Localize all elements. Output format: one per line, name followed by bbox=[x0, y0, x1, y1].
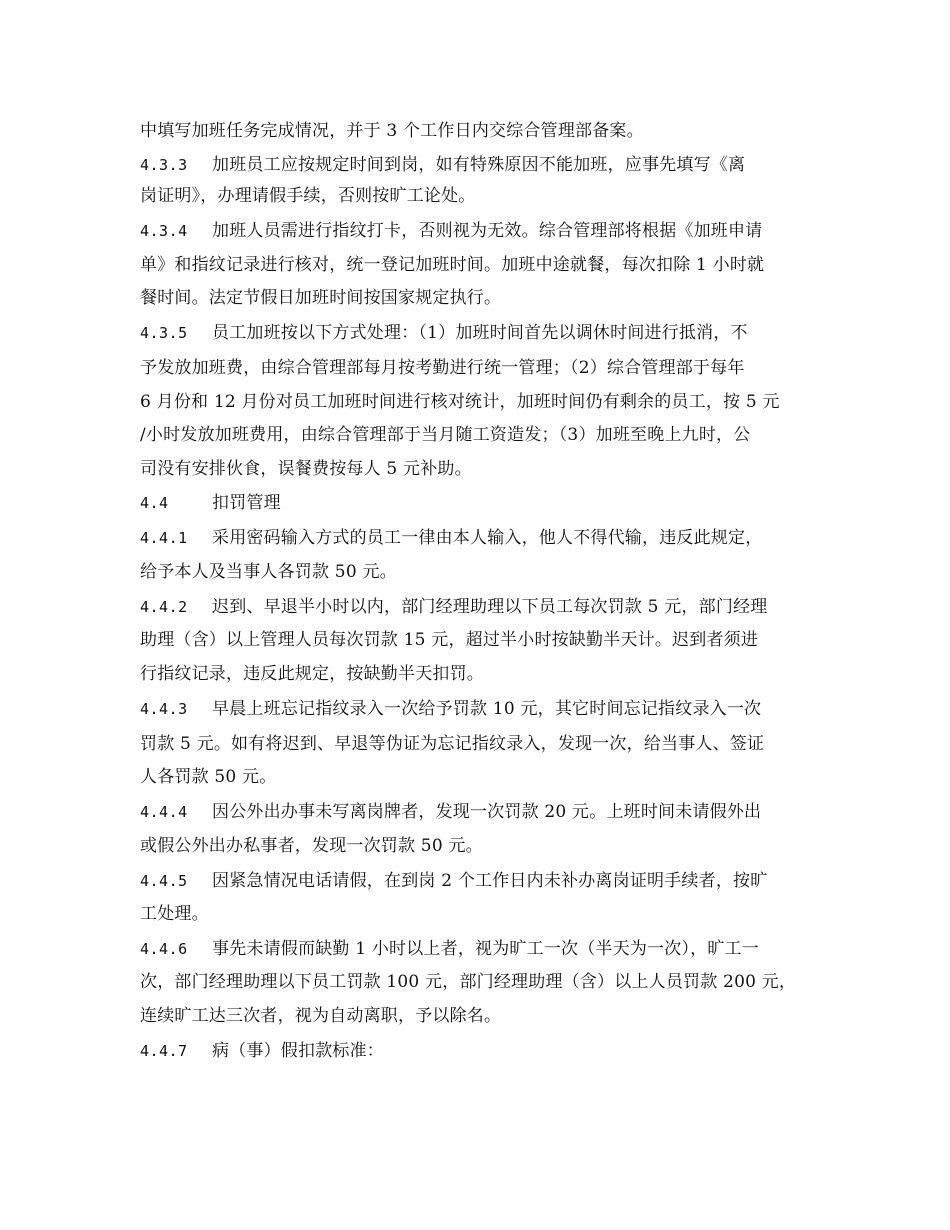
clause-number: 4.4.5 bbox=[140, 872, 188, 890]
clause-4-4-1 bbox=[140, 528, 762, 548]
clause-4-4-7 bbox=[140, 1041, 384, 1061]
line-text: 早晨上班忘记指纹录入一次给予罚款 10 元，其它时间忘记指纹录入一次 bbox=[212, 699, 762, 719]
text-line bbox=[140, 459, 472, 479]
line-text: 员工加班按以下方式处理：（1）加班时间首先以调休时间进行抵消，不 bbox=[212, 323, 748, 343]
clause-number: 4.4.3 bbox=[140, 700, 188, 718]
text-line bbox=[140, 121, 644, 141]
line-text: 病（事）假扣款标准： bbox=[212, 1041, 384, 1061]
section-number: 4.4 bbox=[140, 494, 169, 512]
line-text: 餐时间。法定节假日加班时间按国家规定执行。 bbox=[140, 288, 502, 308]
line-text: 罚款 5 元。如有将迟到、早退等伪证为忘记指纹录入，发现一次，给当事人、签证 bbox=[140, 734, 765, 754]
text-line bbox=[140, 186, 476, 206]
line-text: 人各罚款 50 元。 bbox=[140, 767, 277, 787]
text-line bbox=[140, 904, 209, 924]
line-text: 连续旷工达三次者，视为自动离职，予以除名。 bbox=[140, 1006, 502, 1026]
text-line bbox=[140, 972, 796, 992]
clause-4-4-4 bbox=[140, 802, 761, 822]
text-line bbox=[140, 664, 484, 684]
line-text: 采用密码输入方式的员工一律由本人输入，他人不得代输，违反此规定， bbox=[212, 528, 763, 548]
text-line bbox=[140, 358, 745, 378]
line-text: 单》和指纹记录进行核对，统一登记加班时间。加班中途就餐，每次扣除 1 小时就 bbox=[140, 255, 765, 275]
line-text: 岗证明》，办理请假手续，否则按旷工论处。 bbox=[140, 186, 476, 206]
line-text: 次，部门经理助理以下员工罚款 100 元，部门经理助理（含）以上人员罚款 200 元， bbox=[140, 972, 797, 992]
clause-number: 4.3.3 bbox=[140, 156, 188, 174]
text-line bbox=[140, 836, 483, 856]
line-text: 行指纹记录，违反此规定，按缺勤半天扣罚。 bbox=[140, 664, 484, 684]
clause-4-4-3 bbox=[140, 699, 761, 719]
line-text: 给予本人及当事人各罚款 50 元。 bbox=[140, 562, 397, 582]
clause-4-4-5 bbox=[140, 871, 767, 891]
clause-4-3-5 bbox=[140, 323, 748, 343]
clause-number: 4.4.4 bbox=[140, 803, 188, 821]
line-text: 6 月份和 12 月份对员工加班时间进行核对统计，加班时间仍有剩余的员工，按 5 元 bbox=[140, 392, 780, 412]
clause-4-3-3 bbox=[140, 155, 745, 175]
clause-number: 4.4.6 bbox=[140, 940, 188, 958]
line-text: 助理（含）以上管理人员每次罚款 15 元，超过半小时按缺勤半天计。迟到者须进 bbox=[140, 630, 759, 650]
clause-4-4-2 bbox=[140, 597, 767, 617]
text-line bbox=[140, 1006, 501, 1026]
text-line bbox=[140, 425, 750, 445]
line-text: /小时发放加班费用，由综合管理部于当月随工资造发；（3）加班至晚上九时，公 bbox=[140, 425, 751, 445]
line-text: 加班员工应按规定时间到岗，如有特殊原因不能加班，应事先填写《离 bbox=[212, 155, 746, 175]
line-text: 因紧急情况电话请假，在到岗 2 个工作日内未补办离岗证明手续者，按旷 bbox=[212, 871, 768, 891]
line-text: 司没有安排伙食，误餐费按每人 5 元补助。 bbox=[140, 459, 472, 479]
clause-number: 4.3.4 bbox=[140, 222, 188, 240]
section-title: 扣罚管理 bbox=[212, 493, 281, 513]
line-text: 予发放加班费，由综合管理部每月按考勤进行统一管理；（2）综合管理部于每年 bbox=[140, 358, 745, 378]
line-text: 事先未请假而缺勤 1 小时以上者，视为旷工一次（半天为一次），旷工一 bbox=[212, 939, 759, 959]
line-text: 或假公外出办私事者，发现一次罚款 50 元。 bbox=[140, 836, 483, 856]
clause-number: 4.4.7 bbox=[140, 1042, 188, 1060]
clause-number: 4.3.5 bbox=[140, 324, 188, 342]
text-line bbox=[140, 562, 397, 582]
text-line bbox=[140, 767, 276, 787]
text-line bbox=[140, 255, 764, 275]
line-text: 工处理。 bbox=[140, 904, 209, 924]
clause-4-4-6 bbox=[140, 939, 759, 959]
text-line bbox=[140, 630, 758, 650]
clause-4-3-4 bbox=[140, 221, 762, 241]
section-4-4 bbox=[140, 493, 281, 513]
line-text: 迟到、早退半小时以内，部门经理助理以下员工每次罚款 5 元，部门经理 bbox=[212, 597, 768, 617]
line-text: 中填写加班任务完成情况，并于 3 个工作日内交综合管理部备案。 bbox=[140, 121, 644, 141]
line-text: 加班人员需进行指纹打卡，否则视为无效。综合管理部将根据《加班申请 bbox=[212, 221, 763, 241]
text-line bbox=[140, 734, 764, 754]
line-text: 因公外出办事未写离岗牌者，发现一次罚款 20 元。上班时间未请假外出 bbox=[212, 802, 762, 822]
clause-number: 4.4.2 bbox=[140, 598, 188, 616]
clause-number: 4.4.1 bbox=[140, 529, 188, 547]
text-line bbox=[140, 392, 780, 412]
text-line bbox=[140, 288, 501, 308]
